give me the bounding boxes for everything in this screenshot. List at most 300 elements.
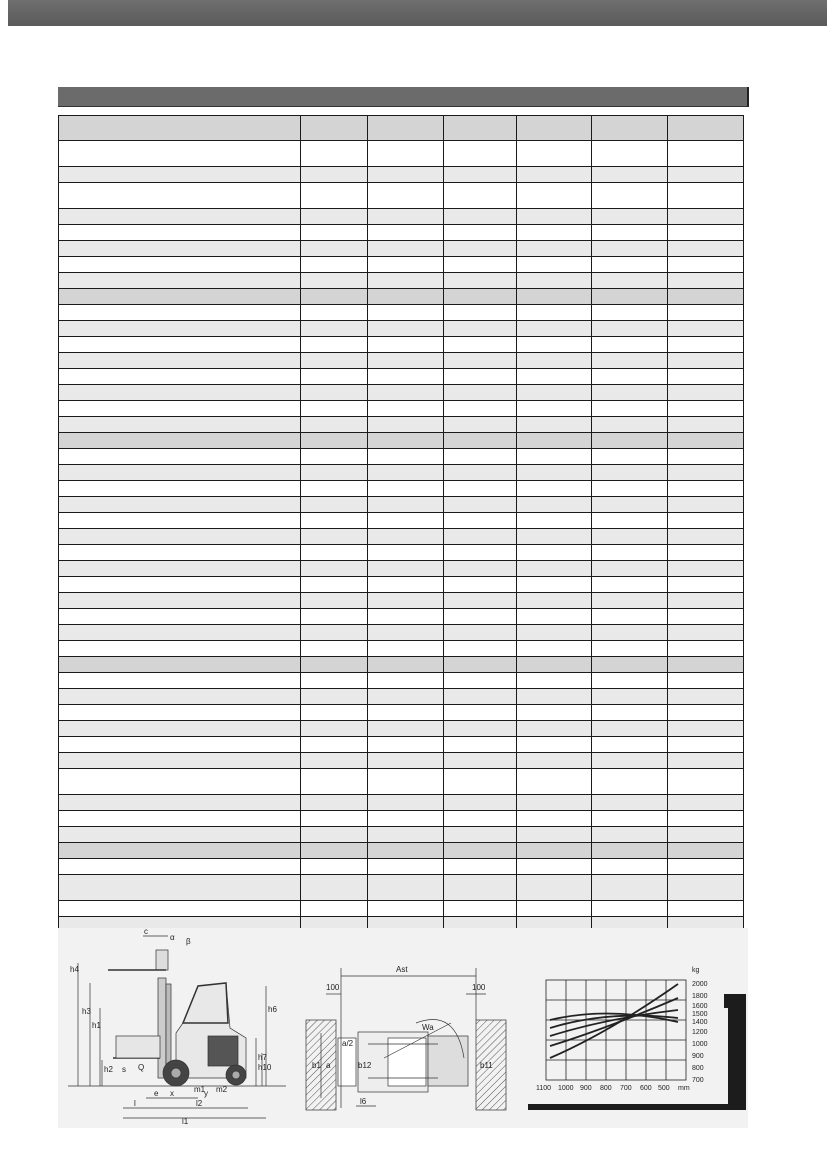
table-row [59, 795, 744, 811]
dim-label-b12: b12 [358, 1061, 372, 1070]
table-cell-value [668, 225, 744, 241]
table-cell-value [444, 859, 517, 875]
table-cell-value [368, 183, 444, 209]
table-cell-value [517, 337, 592, 353]
table-cell-value [592, 705, 668, 721]
table-cell-value [301, 753, 368, 769]
table-cell-value [444, 353, 517, 369]
table-cell-value [592, 625, 668, 641]
table-row [59, 577, 744, 593]
table-cell-value [592, 449, 668, 465]
table-cell-label [59, 875, 301, 901]
table-cell-value [444, 545, 517, 561]
table-cell-value [444, 209, 517, 225]
table-cell-value [592, 433, 668, 449]
table-cell-value [592, 321, 668, 337]
table-cell-value [368, 209, 444, 225]
table-cell-label [59, 901, 301, 917]
table-cell-value [444, 593, 517, 609]
table-cell-value [301, 827, 368, 843]
table-cell-value [301, 641, 368, 657]
table-cell-value [668, 167, 744, 183]
load-capacity-chart [528, 928, 748, 1128]
table-row [59, 737, 744, 753]
table-cell-value [368, 337, 444, 353]
table-row [59, 561, 744, 577]
table-cell-value [517, 141, 592, 167]
table-cell-value [668, 385, 744, 401]
table-cell-label [59, 705, 301, 721]
table-cell-value [444, 241, 517, 257]
table-cell-value [517, 273, 592, 289]
table-cell-value [517, 183, 592, 209]
table-cell-value [444, 433, 517, 449]
table-row [59, 641, 744, 657]
table-cell-label [59, 753, 301, 769]
table-cell-value [592, 167, 668, 183]
table-cell-value [301, 183, 368, 209]
table-cell-value [444, 289, 517, 305]
table-cell-value [592, 843, 668, 859]
table-cell-value [444, 561, 517, 577]
dim-label-h3: h3 [82, 1007, 91, 1016]
table-cell-value [517, 561, 592, 577]
table-cell-value [301, 481, 368, 497]
table-cell-value [444, 305, 517, 321]
table-cell-value [668, 577, 744, 593]
x-tick-1000: 1000 [558, 1085, 574, 1092]
table-row [59, 843, 744, 859]
table-cell-value [517, 305, 592, 321]
table-cell-value [368, 497, 444, 513]
table-cell-value [592, 209, 668, 225]
table-row [59, 625, 744, 641]
table-cell-value [592, 481, 668, 497]
dim-label-m1: m1 [194, 1085, 206, 1094]
table-cell-value [592, 657, 668, 673]
table-cell-value [301, 513, 368, 529]
table-cell-label [59, 689, 301, 705]
y-tick-1000: 1000 [692, 1041, 708, 1048]
table-cell-value [368, 481, 444, 497]
table-row [59, 545, 744, 561]
dim-label-100-left: 100 [326, 983, 340, 992]
table-cell-value [444, 875, 517, 901]
x-tick-500: 500 [658, 1085, 670, 1092]
table-row [59, 141, 744, 167]
table-cell-value [592, 257, 668, 273]
table-cell-value [668, 657, 744, 673]
y-tick-900: 900 [692, 1053, 704, 1060]
table-cell-label [59, 465, 301, 481]
table-cell-value [444, 657, 517, 673]
table-cell-value [592, 593, 668, 609]
table-cell-label [59, 673, 301, 689]
table-cell-value [668, 449, 744, 465]
table-cell-value [301, 843, 368, 859]
x-tick-600: 600 [640, 1085, 652, 1092]
table-cell-value [444, 705, 517, 721]
table-cell-value [592, 529, 668, 545]
table-cell-value [368, 241, 444, 257]
table-cell-value [517, 353, 592, 369]
table-cell-value [301, 577, 368, 593]
dim-label-h2: h2 [104, 1065, 113, 1074]
table-cell-value [517, 401, 592, 417]
table-cell-value [444, 737, 517, 753]
table-cell-value [368, 859, 444, 875]
table-cell-value [444, 369, 517, 385]
table-cell-label [59, 641, 301, 657]
table-cell-value [592, 183, 668, 209]
dim-label-a: a [326, 1061, 331, 1070]
forklift-top-view-diagram [296, 928, 516, 1128]
table-cell-value [517, 321, 592, 337]
table-cell-label [59, 593, 301, 609]
table-cell-value [517, 811, 592, 827]
table-cell-value [517, 369, 592, 385]
table-cell-value [592, 641, 668, 657]
table-row [59, 593, 744, 609]
table-cell-value [444, 811, 517, 827]
table-cell-value [517, 875, 592, 901]
table-cell-value [444, 641, 517, 657]
table-cell-value [517, 529, 592, 545]
table-cell-value [444, 901, 517, 917]
table-cell-value [301, 167, 368, 183]
table-row [59, 609, 744, 625]
table-row [59, 209, 744, 225]
dim-label-l: l [134, 1099, 136, 1108]
table-cell-value [301, 353, 368, 369]
table-cell-value [444, 116, 517, 141]
dim-label-y: y [204, 1089, 208, 1098]
table-cell-value [592, 141, 668, 167]
table-cell-label [59, 497, 301, 513]
table-cell-value [517, 257, 592, 273]
table-cell-value [517, 577, 592, 593]
dim-label-x: x [170, 1089, 174, 1098]
table-row [59, 497, 744, 513]
dim-label-a-half: a/2 [342, 1039, 354, 1048]
table-cell-value [668, 673, 744, 689]
dim-label-beta: β [186, 937, 191, 946]
table-cell-value [668, 689, 744, 705]
dim-label-q: Q [138, 1063, 145, 1072]
table-cell-value [368, 167, 444, 183]
table-cell-label [59, 116, 301, 141]
table-cell-value [368, 577, 444, 593]
table-cell-value [517, 705, 592, 721]
table-row [59, 225, 744, 241]
table-cell-value [301, 209, 368, 225]
table-cell-value [368, 273, 444, 289]
table-cell-value [444, 769, 517, 795]
table-cell-label [59, 289, 301, 305]
x-tick-900: 900 [580, 1085, 592, 1092]
chart-unit-kg: kg [692, 967, 700, 974]
y-tick-1500: 1500 [692, 1011, 708, 1018]
table-cell-value [301, 673, 368, 689]
table-cell-value [668, 529, 744, 545]
table-cell-value [592, 273, 668, 289]
table-cell-value [668, 827, 744, 843]
table-cell-value [444, 449, 517, 465]
table-cell-label [59, 433, 301, 449]
table-row [59, 689, 744, 705]
table-cell-value [301, 705, 368, 721]
table-row [59, 529, 744, 545]
table-cell-value [517, 241, 592, 257]
table-cell-value [517, 545, 592, 561]
table-cell-value [668, 769, 744, 795]
table-cell-value [668, 545, 744, 561]
table-cell-value [368, 641, 444, 657]
table-cell-label [59, 225, 301, 241]
table-row [59, 449, 744, 465]
table-row [59, 385, 744, 401]
table-cell-value [301, 305, 368, 321]
table-cell-value [301, 289, 368, 305]
table-row [59, 167, 744, 183]
table-cell-label [59, 625, 301, 641]
table-cell-value [592, 417, 668, 433]
table-cell-value [368, 795, 444, 811]
table-cell-value [668, 513, 744, 529]
table-cell-value [444, 689, 517, 705]
table-cell-value [368, 875, 444, 901]
table-cell-value [668, 625, 744, 641]
table-row [59, 321, 744, 337]
table-cell-label [59, 209, 301, 225]
table-cell-value [668, 209, 744, 225]
dim-label-wa: Wa [422, 1023, 434, 1032]
x-tick-800: 800 [600, 1085, 612, 1092]
table-cell-value [592, 497, 668, 513]
table-cell-value [668, 433, 744, 449]
table-cell-value [301, 273, 368, 289]
table-cell-value [517, 737, 592, 753]
table-cell-value [668, 369, 744, 385]
table-cell-value [368, 901, 444, 917]
table-cell-value [592, 289, 668, 305]
table-cell-value [668, 737, 744, 753]
table-cell-value [368, 433, 444, 449]
table-cell-value [444, 481, 517, 497]
table-cell-value [668, 305, 744, 321]
table-cell-value [444, 183, 517, 209]
table-cell-value [301, 321, 368, 337]
table-cell-value [368, 321, 444, 337]
table-cell-value [301, 225, 368, 241]
table-cell-value [444, 417, 517, 433]
table-cell-value [368, 705, 444, 721]
table-cell-value [592, 737, 668, 753]
table-cell-value [668, 116, 744, 141]
table-row [59, 289, 744, 305]
table-cell-value [301, 657, 368, 673]
table-cell-value [668, 289, 744, 305]
table-cell-value [444, 141, 517, 167]
table-cell-value [592, 811, 668, 827]
table-cell-value [592, 689, 668, 705]
table-cell-value [301, 721, 368, 737]
table-cell-value [368, 417, 444, 433]
table-cell-value [592, 577, 668, 593]
table-cell-value [444, 577, 517, 593]
table-cell-value [301, 811, 368, 827]
table-cell-label [59, 721, 301, 737]
dim-label-h10: h10 [258, 1063, 272, 1072]
table-cell-label [59, 481, 301, 497]
table-cell-value [668, 257, 744, 273]
table-row [59, 273, 744, 289]
table-cell-label [59, 369, 301, 385]
table-cell-label [59, 827, 301, 843]
table-cell-value [517, 827, 592, 843]
x-tick-700: 700 [620, 1085, 632, 1092]
table-cell-value [668, 273, 744, 289]
table-cell-value [517, 753, 592, 769]
table-row [59, 465, 744, 481]
table-cell-value [668, 641, 744, 657]
table-cell-value [368, 753, 444, 769]
table-cell-value [517, 481, 592, 497]
table-cell-value [444, 827, 517, 843]
table-cell-value [668, 753, 744, 769]
table-cell-value [592, 901, 668, 917]
table-cell-value [592, 875, 668, 901]
table-cell-value [668, 465, 744, 481]
table-cell-value [517, 116, 592, 141]
table-cell-value [301, 497, 368, 513]
table-cell-value [301, 593, 368, 609]
x-tick-1100: 1100 [536, 1085, 552, 1092]
table-row [59, 183, 744, 209]
table-cell-value [668, 859, 744, 875]
table-cell-label [59, 321, 301, 337]
table-cell-value [592, 401, 668, 417]
table-row [59, 337, 744, 353]
table-cell-value [668, 481, 744, 497]
table-row [59, 417, 744, 433]
table-cell-value [592, 609, 668, 625]
table-cell-value [668, 795, 744, 811]
table-cell-value [301, 545, 368, 561]
table-cell-value [301, 465, 368, 481]
table-cell-value [592, 116, 668, 141]
table-cell-value [517, 449, 592, 465]
table-cell-value [517, 209, 592, 225]
table-cell-value [301, 433, 368, 449]
table-row [59, 673, 744, 689]
table-cell-value [592, 225, 668, 241]
table-cell-value [368, 257, 444, 273]
table-cell-value [444, 225, 517, 241]
table-cell-value [592, 369, 668, 385]
table-cell-value [368, 609, 444, 625]
table-cell-label [59, 273, 301, 289]
table-cell-value [444, 609, 517, 625]
table-cell-label [59, 843, 301, 859]
dim-label-h7: h7 [258, 1053, 267, 1062]
table-cell-value [301, 241, 368, 257]
table-cell-value [592, 353, 668, 369]
dim-label-m2: m2 [216, 1085, 228, 1094]
table-cell-value [368, 593, 444, 609]
table-cell-value [301, 449, 368, 465]
table-cell-value [517, 843, 592, 859]
table-row [59, 116, 744, 141]
table-row [59, 257, 744, 273]
table-cell-value [592, 337, 668, 353]
table-cell-label [59, 141, 301, 167]
table-cell-value [592, 795, 668, 811]
table-cell-value [517, 417, 592, 433]
table-cell-value [444, 721, 517, 737]
table-cell-value [368, 689, 444, 705]
table-cell-value [301, 561, 368, 577]
table-row [59, 901, 744, 917]
table-cell-value [444, 401, 517, 417]
table-cell-value [301, 257, 368, 273]
table-cell-value [444, 625, 517, 641]
table-cell-value [301, 689, 368, 705]
table-cell-value [668, 497, 744, 513]
table-row [59, 657, 744, 673]
table-cell-value [592, 827, 668, 843]
table-cell-value [368, 225, 444, 241]
table-cell-label [59, 513, 301, 529]
table-cell-value [444, 385, 517, 401]
table-cell-value [301, 385, 368, 401]
y-tick-1600: 1600 [692, 1003, 708, 1010]
table-cell-label [59, 241, 301, 257]
table-cell-value [592, 513, 668, 529]
table-cell-value [368, 737, 444, 753]
table-cell-value [444, 753, 517, 769]
table-cell-value [368, 305, 444, 321]
table-cell-value [517, 433, 592, 449]
table-cell-value [592, 465, 668, 481]
y-tick-800: 800 [692, 1065, 704, 1072]
table-cell-value [668, 183, 744, 209]
table-cell-label [59, 545, 301, 561]
dim-label-100-right: 100 [472, 983, 486, 992]
figures-panel [58, 928, 748, 1128]
table-cell-value [368, 843, 444, 859]
table-row [59, 721, 744, 737]
dim-label-h1: h1 [92, 1021, 101, 1030]
table-cell-value [444, 673, 517, 689]
table-cell-value [301, 417, 368, 433]
table-row [59, 513, 744, 529]
table-cell-value [444, 337, 517, 353]
table-cell-value [444, 321, 517, 337]
table-cell-value [668, 241, 744, 257]
table-cell-value [517, 769, 592, 795]
table-cell-value [301, 795, 368, 811]
table-cell-label [59, 401, 301, 417]
table-cell-value [668, 141, 744, 167]
table-cell-value [444, 497, 517, 513]
table-cell-value [368, 529, 444, 545]
y-tick-2000: 2000 [692, 981, 708, 988]
y-tick-700: 700 [692, 1077, 704, 1084]
table-cell-value [517, 465, 592, 481]
table-row [59, 481, 744, 497]
table-cell-value [517, 721, 592, 737]
